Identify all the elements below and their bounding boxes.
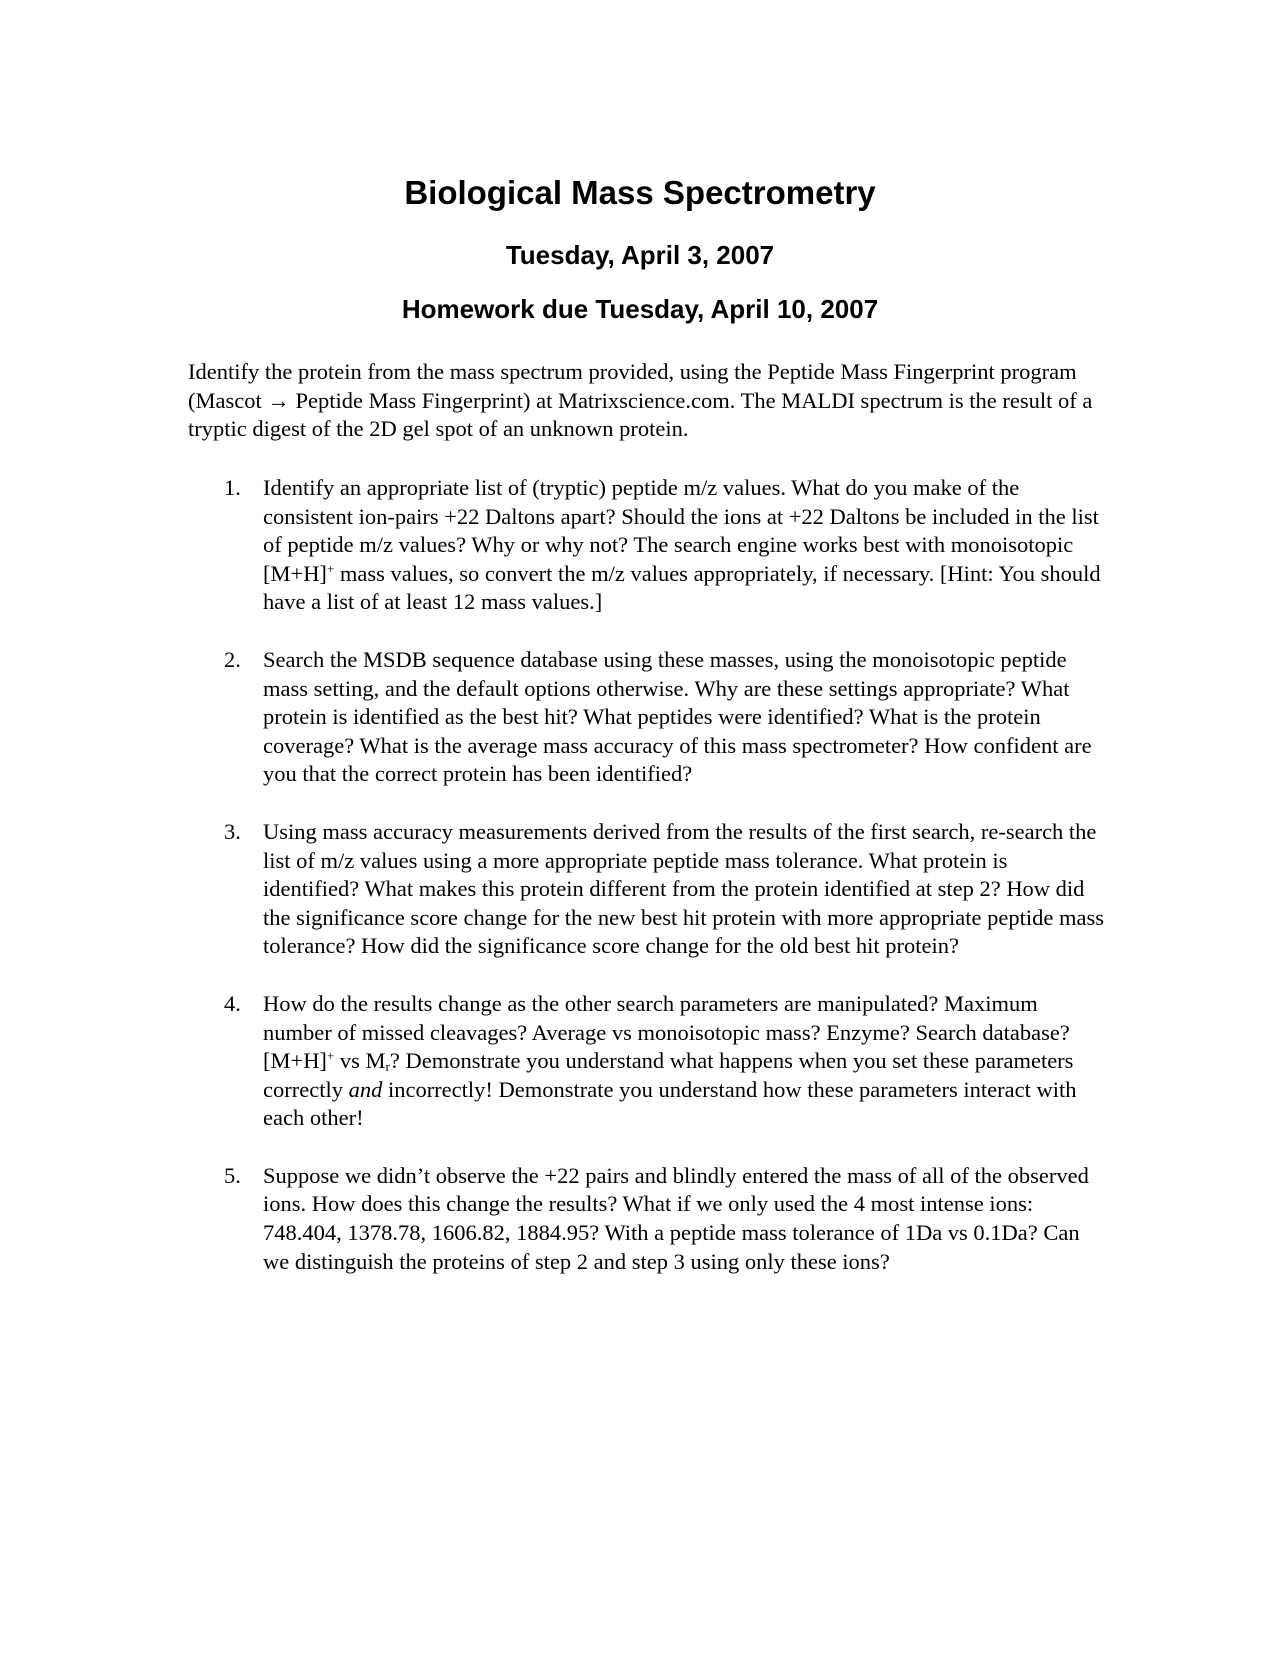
question-text: Search the MSDB sequence database using these masses, using the monoisotopic peptide mass setting, and the default options otherwise. Why are these settings appropriate? What protein is identified as the best hit? What peptides were identified? What is the protein coverage? What is the average mass accuracy of this mass spectrometer? How confident are you that the correct protein has been identified? bbox=[263, 646, 1092, 787]
question-text bbox=[263, 475, 1101, 614]
question-text-part: incorrectly! Demonstrate you understand how these parameters interact with each other! bbox=[263, 1076, 1077, 1131]
question-number: 2. bbox=[224, 646, 241, 672]
question-text bbox=[263, 991, 1076, 1130]
lecture-date: Tuesday, April 3, 2007 bbox=[505, 240, 775, 270]
question-number: 3. bbox=[224, 818, 241, 844]
intro-paragraph: Identify the protein from the mass spectrum provided, using the Peptide Mass Fingerprint program (Mascot → Peptide Mass Fingerprint) at Matrixscience.com. The MALDI spectrum is the result of a tryptic digest of the 2D gel spot of an unknown protein. bbox=[188, 359, 1093, 442]
question-item bbox=[188, 646, 1104, 789]
question-number: 4. bbox=[224, 990, 241, 1016]
question-text-part: vs M bbox=[334, 1048, 386, 1074]
emphasis-and: and bbox=[348, 1076, 383, 1102]
superscript-plus: + bbox=[326, 1048, 335, 1064]
question-item bbox=[188, 474, 1104, 617]
question-text: Using mass accuracy measurements derived from the results of the first search, re-search the list of m/z values using a more appropriate peptide mass tolerance. What protein is identified? What makes this protein different from the protein identified at step 2? How did the significance score change for the new best hit protein with more appropriate peptide mass tolerance? How did the significance score change for the old best hit protein? bbox=[263, 818, 1104, 959]
question-number: 1. bbox=[224, 475, 241, 500]
question-text: Suppose we didn’t observe the +22 pairs and blindly entered the mass of all of the observed ions. How does this change the results? What if we only used the 4 most intense ions: 748.404, 1378.78, 1606.82, 1884.95? With a peptide mass tolerance of 1Da vs 0.1Da? Can we distinguish the proteins of step 2 and step 3 using only these ions? bbox=[263, 1162, 1089, 1274]
question-list bbox=[188, 474, 1104, 1305]
question-text-part: How do the results change as the other search parameters are manipulated? Maximum number of missed cleavages? Average vs monoisotopic mass? Enzyme? Search database? [M+H] bbox=[263, 990, 1070, 1074]
question-item bbox=[188, 818, 1104, 961]
superscript-plus: + bbox=[326, 560, 335, 576]
homework-due-date: Homework due Tuesday, April 10, 2007 bbox=[401, 294, 879, 324]
question-text-part: ? Demonstrate you understand what happens when you set these parameters correctly bbox=[263, 1048, 1074, 1102]
question-number: 5. bbox=[224, 1162, 241, 1188]
question-text-part: mass values, so convert the m/z values appropriately, if necessary. [Hint: You should have a list of at least 12 mass values.] bbox=[263, 560, 1101, 615]
document-title: Biological Mass Spectrometry bbox=[404, 174, 876, 211]
question-text-part: Identify an appropriate list of (tryptic) peptide m/z values. What do you make of the consistent ion-pairs +22 Daltons apart? Should the ions at +22 Daltons be included in the list of peptide m/z values? Why or why not? The search engine works best with monoisotopic [M+H] bbox=[263, 475, 1099, 586]
subscript-r: r bbox=[385, 1059, 390, 1075]
question-item bbox=[188, 990, 1104, 1133]
question-item bbox=[188, 1162, 1104, 1276]
